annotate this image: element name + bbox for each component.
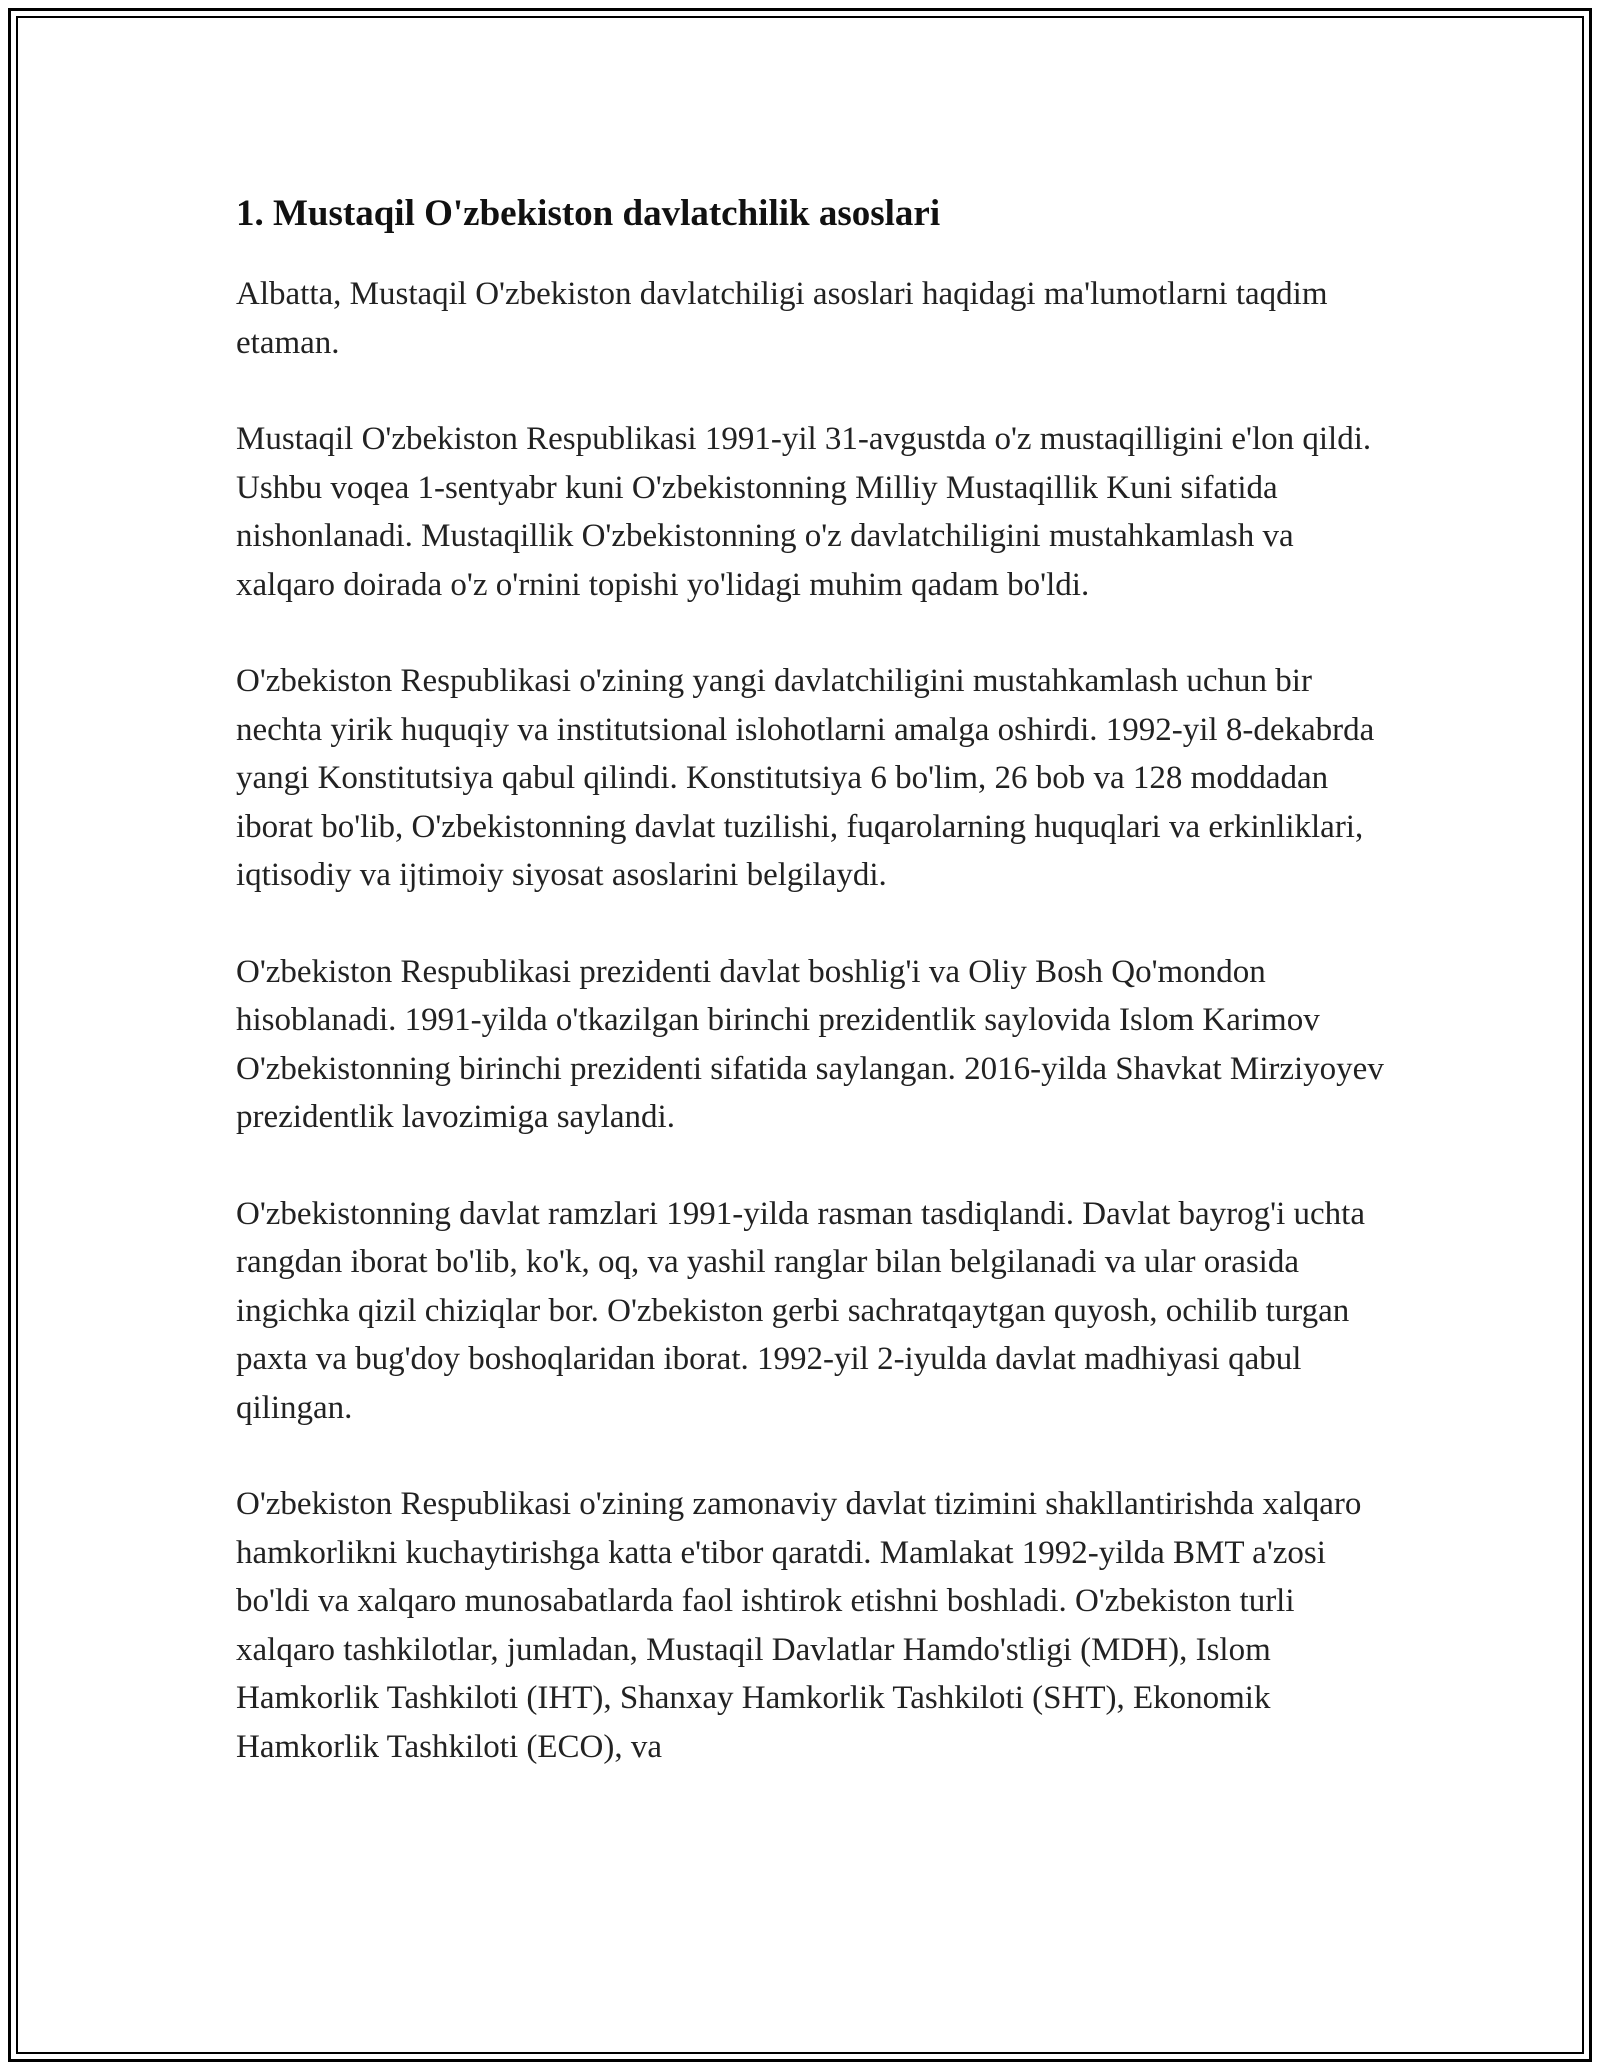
document-body	[236, 186, 1384, 1819]
paragraph-state-symbols: O'zbekistonning davlat ramzlari 1991-yilda rasman tasdiqlandi. Davlat bayrog'i uchta rangdan iborat bo'lib, ko'k, oq, va yashil ranglar bilan belgilanadi va ular orasida ingichka qizil chiziqlar bor. O'zbekiston gerbi sachratqaytgan quyosh, ochilib turgan paxta va bug'doy boshoqlaridan iborat. 1992-yil 2-iyulda davlat madhiyasi qabul qilingan.	[236, 1195, 1365, 1426]
document-title: 1. Mustaqil O'zbekiston davlatchilik asoslari	[236, 193, 941, 234]
paragraph-independence: Mustaqil O'zbekiston Respublikasi 1991-yil 31-avgustda o'z mustaqilligini e'lon qildi. Ushbu voqea 1-sentyabr kuni O'zbekistonning Milliy Mustaqillik Kuni sifatida nishonlanadi. Mustaqillik O'zbekistonning o'z davlatchiligini mustahkamlash va xalqaro doirada o'z o'rnini topishi yo'lidagi muhim qadam bo'ldi.	[236, 421, 1372, 603]
paragraph-president: O'zbekiston Respublikasi prezidenti davlat boshlig'i va Oliy Bosh Qo'mondon hisoblanadi. 1991-yilda o'tkazilgan birinchi prezidentlik saylovida Islom Karimov O'zbekistonning birinchi prezidenti sifatida saylangan. 2016-yilda Shavkat Mirziyoyev prezidentlik lavozimiga saylandi.	[236, 953, 1384, 1135]
paragraph-international-cooperation: O'zbekiston Respublikasi o'zining zamonaviy davlat tizimini shakllantirishda xalqaro hamkorlikni kuchaytirishga katta e'tibor qaratdi. Mamlakat 1992-yilda BMT a'zosi bo'ldi va xalqaro munosabatlarda faol ishtirok etishni boshladi. O'zbekiston turli xalqaro tashkilotlar, jumladan, Mustaqil Davlatlar Hamdo'stligi (MDH), Islom Hamkorlik Tashkiloti (IHT), Shanxay Hamkorlik Tashkiloti (SHT), Ekonomik Hamkorlik Tashkiloti (ECO), va	[236, 1486, 1362, 1765]
paragraph-intro: Albatta, Mustaqil O'zbekiston davlatchiligi asoslari haqidagi ma'lumotlarni taqdim etaman.	[236, 276, 1328, 361]
paragraph-constitution: O'zbekiston Respublikasi o'zining yangi davlatchiligini mustahkamlash uchun bir nechta yirik huquqiy va institutsional islohotlarni amalga oshirdi. 1992-yil 8-dekabrda yangi Konstitutsiya qabul qilindi. Konstitutsiya 6 bo'lim, 26 bob va 128 moddadan iborat bo'lib, O'zbekistonning davlat tuzilishi, fuqarolarning huquqlari va erkinliklari, iqtisodiy va ijtimoiy siyosat asoslarini belgilaydi.	[236, 663, 1375, 893]
